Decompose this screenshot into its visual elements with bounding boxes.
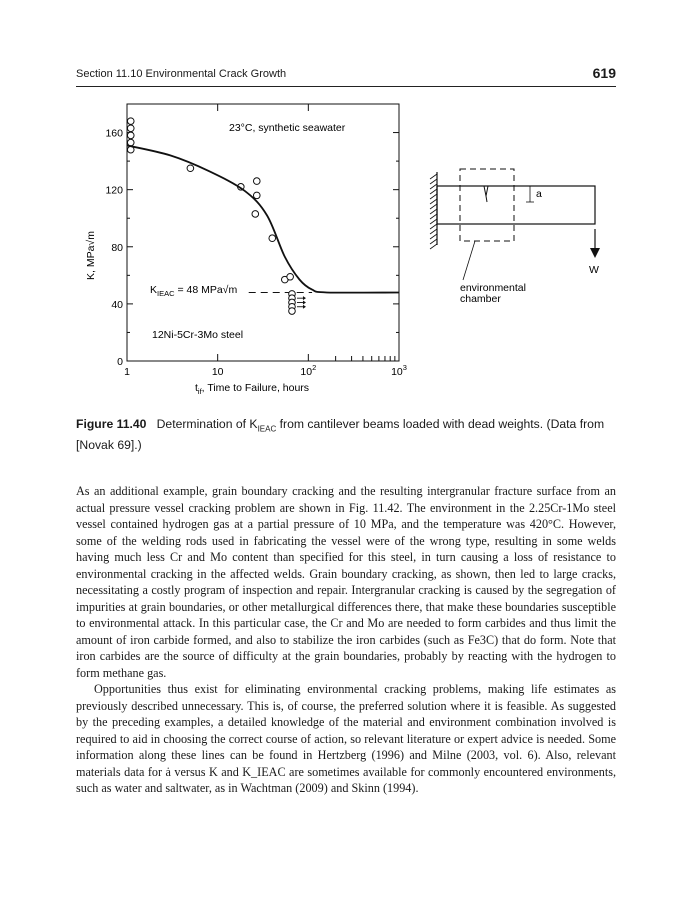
plot-frame bbox=[127, 104, 399, 361]
load-label: W bbox=[589, 264, 599, 276]
data-point bbox=[269, 235, 276, 242]
data-point bbox=[287, 273, 294, 280]
hatch-line bbox=[430, 219, 437, 224]
data-point bbox=[289, 308, 296, 315]
y-axis-ticks bbox=[105, 128, 399, 368]
paragraph-1: As an additional example, grain boundary cracking and the resulting intergranular fracture surface from an actual pressure vessel cracking problem are shown in Fig. 11.42. The environment in the 2.25Cr-1Mo steel vessel contained hydrogen gas at a partial pressure of 10 MPa, and the temperature was 420°C. However, some of the welding rods used in fabricating the vessel were of the wrong type, resulting in some welds having much less Cr and Mo content than specified for this steel, in turn causing a loss of resistance to environmental cracking in the affected welds. Grain boundary cracking, as shown, then led to large cracks, necessitating a costly program of inspection and repair. Intergranular cracking is caused by the segregation of impurities at grain boundaries, or other metallurgical differences there, that make these boundaries susceptible to environmental attack. In this particular case, the Cr and Mo are needed to form carbides and thus limit the amount of iron carbide formed, and also to stabilize the iron carbides (such as Fe3C) that do form. Note that iron carbides are the source of difficulty at the grain boundaries, probably by reacting with the hydrogen to form methane gas. bbox=[76, 484, 616, 680]
data-point bbox=[127, 125, 134, 132]
hatch-line bbox=[430, 174, 437, 179]
chamber-leader-line bbox=[463, 241, 475, 280]
paragraph-2: Opportunities thus exist for eliminating environmental cracking problems, making life estimates as previously described unnecessary. This is, of course, the preferred solution where it is feasible. As suggested by the preceding examples, a detailed knowledge of the material and environment combination involved is required to aid in choosing the correct course of action, so relevant literature or expert advice is needed. Some information along these lines can be found in Hertzberg (1996) and Milne (2003, vol. 6). Also, relevant materials data for ȧ versus K and K_IEAC are sometimes available for commonly encountered environments, such as water and saltwater, as in Wachtman (2009) and Skinn (1994). bbox=[76, 682, 616, 795]
hatch-line bbox=[430, 234, 437, 239]
y-tick-label: 40 bbox=[111, 298, 123, 311]
beam bbox=[437, 186, 595, 224]
crack-notch bbox=[484, 186, 488, 202]
data-point bbox=[127, 118, 134, 125]
hatch-line bbox=[430, 184, 437, 189]
wall-hatching bbox=[430, 174, 437, 249]
hatch-line bbox=[430, 194, 437, 199]
x-tick-base: 10 bbox=[300, 366, 313, 378]
data-point bbox=[253, 192, 260, 199]
figure-label: Figure 11.40 bbox=[76, 417, 147, 431]
x-tick-base: 1 bbox=[124, 366, 130, 378]
x-tick-label bbox=[212, 366, 224, 378]
data-point bbox=[127, 132, 134, 139]
hatch-line bbox=[430, 244, 437, 249]
chart-title: 23°C, synthetic seawater bbox=[229, 122, 346, 134]
caption-text-after: from cantilever beams loaded with dead weights. (Data from [Novak 69].) bbox=[76, 417, 605, 453]
environmental-chamber bbox=[460, 169, 514, 241]
runout-arrowhead bbox=[303, 305, 306, 309]
chart-marks bbox=[127, 118, 399, 314]
hatch-line bbox=[430, 209, 437, 214]
hatch-line bbox=[430, 214, 437, 219]
figure-11-40 bbox=[70, 92, 630, 404]
kieac-symbol: K bbox=[150, 284, 158, 296]
hatch-line bbox=[430, 179, 437, 184]
hatch-line bbox=[430, 239, 437, 244]
data-point bbox=[187, 165, 194, 172]
runout-arrowhead bbox=[303, 300, 306, 304]
y-axis-label: K, MPa√m bbox=[85, 231, 97, 280]
caption-subscript: IEAC bbox=[257, 424, 277, 434]
hatch-line bbox=[430, 224, 437, 229]
x-axis-label-t: t bbox=[195, 382, 198, 394]
body-text bbox=[76, 483, 616, 797]
fitted-curve bbox=[127, 145, 399, 292]
crack-length-label: a bbox=[536, 188, 542, 200]
x-tick-label bbox=[391, 363, 407, 378]
running-header bbox=[76, 64, 616, 87]
section-title: Section 11.10 Environmental Crack Growth bbox=[76, 68, 287, 80]
x-tick-base: 10 bbox=[391, 366, 403, 378]
kieac-value: = 48 MPa√m bbox=[174, 284, 238, 296]
y-tick-label: 120 bbox=[105, 184, 123, 197]
cantilever-schematic bbox=[430, 169, 600, 305]
x-axis-label bbox=[195, 382, 309, 396]
x-axis-label-rest: , Time to Failure, hours bbox=[201, 382, 310, 394]
hatch-line bbox=[430, 204, 437, 209]
load-arrow-head bbox=[590, 248, 600, 258]
y-tick-label: 0 bbox=[117, 356, 123, 368]
kieac-subscript: IEAC bbox=[157, 289, 175, 298]
y-tick-label: 160 bbox=[105, 127, 123, 140]
hatch-line bbox=[430, 229, 437, 234]
y-tick-label: 80 bbox=[111, 241, 123, 254]
x-tick-label bbox=[300, 363, 316, 378]
figure-caption bbox=[76, 416, 616, 453]
page-number: 619 bbox=[592, 65, 616, 81]
data-point bbox=[252, 211, 259, 218]
x-tick-label bbox=[124, 366, 130, 378]
chamber-label-line2: chamber bbox=[460, 293, 501, 305]
runout-arrowhead bbox=[303, 296, 306, 300]
data-point bbox=[253, 178, 260, 185]
hatch-line bbox=[430, 189, 437, 194]
x-tick-exponent: 2 bbox=[312, 363, 317, 372]
x-axis-label-sub: if bbox=[197, 387, 202, 396]
kieac-annotation bbox=[150, 284, 237, 298]
x-tick-exponent: 3 bbox=[402, 363, 407, 372]
material-label: 12Ni-5Cr-3Mo steel bbox=[152, 329, 244, 341]
x-tick-base: 10 bbox=[211, 366, 224, 378]
hatch-line bbox=[430, 199, 437, 204]
chamber-label-line1: environmental bbox=[460, 282, 526, 294]
caption-text-before: Determination of K bbox=[156, 417, 258, 431]
